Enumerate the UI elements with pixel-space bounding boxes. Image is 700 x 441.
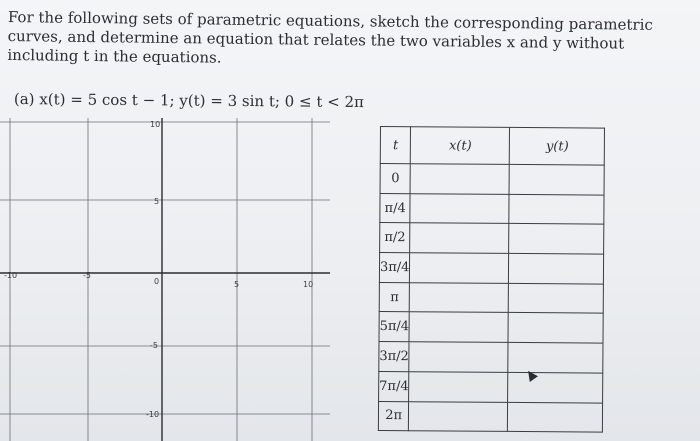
x-cell[interactable] bbox=[410, 282, 509, 312]
t-cell: 3π/2 bbox=[379, 342, 410, 372]
tick-right: 10 bbox=[303, 280, 314, 289]
x-cell[interactable] bbox=[409, 401, 508, 431]
tick-bottom: -10 bbox=[146, 410, 160, 419]
t-cell: 2π bbox=[378, 401, 409, 431]
values-table bbox=[378, 126, 606, 433]
x-cell[interactable] bbox=[410, 253, 509, 283]
header-x: x(t) bbox=[411, 127, 510, 165]
table-row bbox=[379, 342, 604, 373]
table-row bbox=[379, 312, 604, 343]
t-cell: 3π/4 bbox=[379, 253, 410, 283]
t-cell: π bbox=[379, 282, 410, 312]
y-cell[interactable] bbox=[509, 224, 604, 254]
x-cell[interactable] bbox=[409, 342, 508, 372]
table-header-row bbox=[380, 127, 605, 166]
header-t: t bbox=[380, 127, 411, 164]
x-cell[interactable] bbox=[410, 223, 509, 253]
part-a-equations: (a) x(t) = 5 cos t − 1; y(t) = 3 sin t; 0 ≤ t < 2π bbox=[13, 90, 364, 112]
table-row bbox=[380, 164, 605, 195]
y-cell[interactable] bbox=[509, 164, 604, 194]
t-cell: π/2 bbox=[380, 223, 411, 253]
tick-left: -10 bbox=[4, 271, 18, 280]
problem-intro: For the following sets of parametric equations, sketch the corresponding parametric curves, and determine an equation that relates the two variables x and y without including t in the equations. bbox=[7, 8, 653, 67]
x-cell[interactable] bbox=[410, 193, 509, 223]
y-cell[interactable] bbox=[508, 372, 603, 402]
y-cell[interactable] bbox=[508, 402, 603, 432]
x-cell[interactable] bbox=[409, 312, 508, 342]
y-cell[interactable] bbox=[508, 313, 603, 343]
t-cell: 5π/4 bbox=[379, 312, 410, 342]
x-cell[interactable] bbox=[409, 372, 508, 402]
tick-upper: 5 bbox=[154, 197, 160, 206]
tick-top: 10 bbox=[150, 120, 161, 129]
tick-left-mid: -5 bbox=[83, 271, 91, 280]
tick-right-mid: 5 bbox=[234, 280, 240, 289]
table-row bbox=[378, 401, 603, 432]
grid-svg bbox=[0, 118, 330, 441]
t-cell: π/4 bbox=[380, 193, 411, 223]
tick-lower: -5 bbox=[150, 341, 158, 350]
table-row bbox=[379, 253, 604, 284]
y-cell[interactable] bbox=[509, 194, 604, 224]
t-cell: 7π/4 bbox=[379, 371, 410, 401]
table-row bbox=[379, 371, 604, 402]
coordinate-grid bbox=[0, 118, 330, 441]
table-row bbox=[380, 193, 605, 224]
table-row bbox=[380, 223, 605, 254]
x-cell[interactable] bbox=[410, 164, 509, 194]
table-row bbox=[379, 282, 604, 313]
tick-center: 0 bbox=[154, 277, 160, 286]
y-cell[interactable] bbox=[509, 253, 604, 283]
y-cell[interactable] bbox=[509, 283, 604, 313]
t-cell: 0 bbox=[380, 164, 411, 194]
y-cell[interactable] bbox=[508, 343, 603, 373]
header-y: y(t) bbox=[510, 127, 605, 165]
